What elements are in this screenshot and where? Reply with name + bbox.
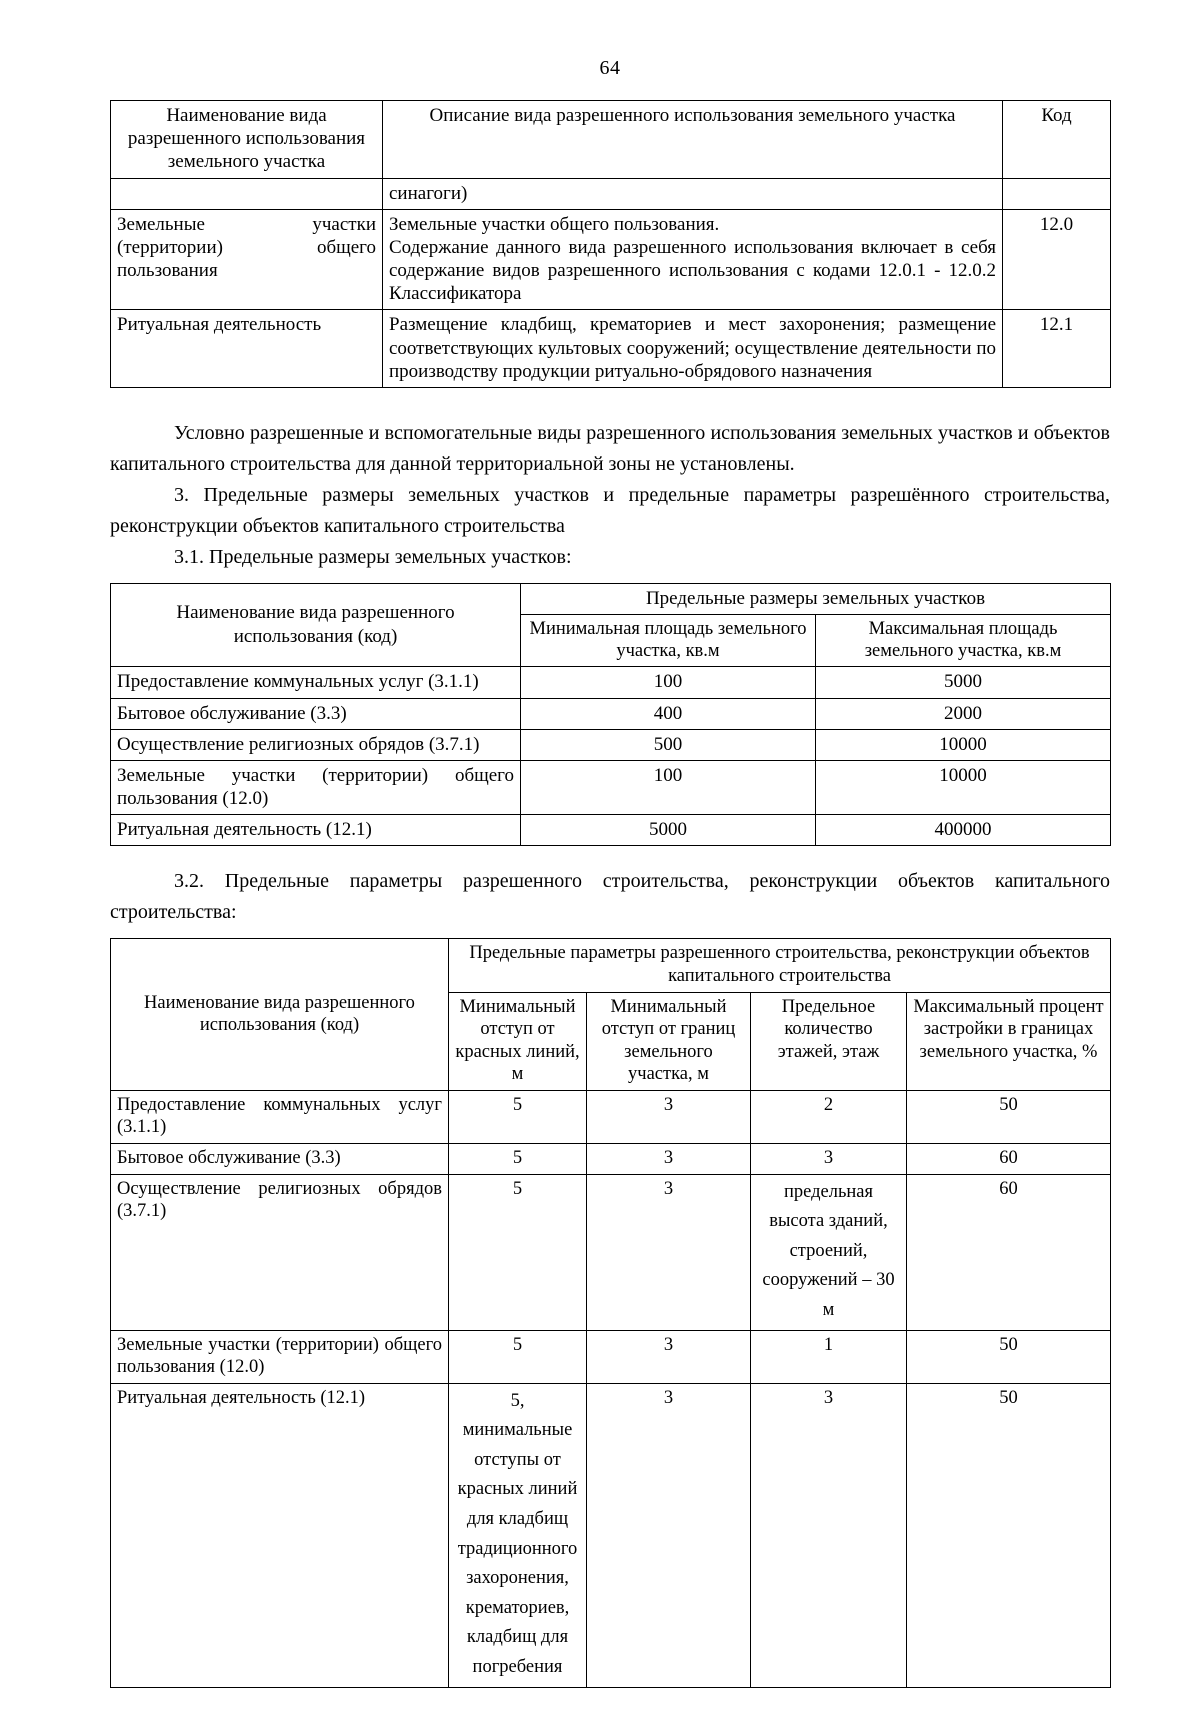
cell-use-name: Земельные участки (территории) общего пользования xyxy=(111,209,383,310)
cell-use-name: Осуществление религиозных обрядов (3.7.1) xyxy=(111,1174,449,1330)
cell-use-description xyxy=(383,209,1003,310)
cell-min-area: 5000 xyxy=(521,815,816,846)
cell-min-area: 100 xyxy=(521,667,816,698)
table-row xyxy=(111,1143,1111,1174)
table-row xyxy=(111,729,1111,760)
construction-parameters-table xyxy=(110,938,1111,1687)
column-header-min-setback-boundaries: Минимальный отступ от границ земельного участка, м xyxy=(587,992,751,1090)
cell-floors: 2 xyxy=(751,1090,907,1143)
table-header-row-group xyxy=(111,939,1111,992)
cell-use-name: Ритуальная деятельность xyxy=(111,310,383,388)
table-row xyxy=(111,1090,1111,1143)
cell-coverage: 50 xyxy=(907,1090,1111,1143)
permitted-use-description-table xyxy=(110,100,1111,388)
description-line-2: Содержание данного вида разрешенного использования включает в себя содержание видов разрешенного использования с кодами 12.0.1 - 12.0.2 Классификатора xyxy=(389,236,996,305)
cell-use-name: Бытовое обслуживание (3.3) xyxy=(111,1143,449,1174)
table-header-row-group xyxy=(111,583,1111,614)
cell-max-area: 10000 xyxy=(816,760,1111,814)
paragraph-section-3-1: 3.1. Предельные размеры земельных участков: xyxy=(174,545,572,568)
cell-use-name: Ритуальная деятельность (12.1) xyxy=(111,1383,449,1687)
column-header-max-coverage-percent: Максимальный процент застройки в границах земельного участка, % xyxy=(907,992,1111,1090)
cell-setback-red-lines: 5 xyxy=(449,1330,587,1383)
paragraph-section-3: 3. Предельные размеры земельных участков и предельные параметры разрешённого строительства, реконструкции объектов капитального строительства xyxy=(110,483,1110,537)
table-row xyxy=(111,667,1111,698)
table-row xyxy=(111,209,1111,310)
cell-use-description: Размещение кладбищ, крематориев и мест захоронения; размещение соответствующих культовых сооружений; осуществление деятельности по производству продукции ритуально-обрядового назначения xyxy=(383,310,1003,388)
cell-coverage: 60 xyxy=(907,1143,1111,1174)
cell-coverage: 60 xyxy=(907,1174,1111,1330)
cell-max-area: 400000 xyxy=(816,815,1111,846)
column-header-min-setback-red-lines: Минимальный отступ от красных линий, м xyxy=(449,992,587,1090)
table-row xyxy=(111,1383,1111,1687)
cell-use-name: Земельные участки (территории) общего пользования (12.0) xyxy=(111,1330,449,1383)
cell-coverage: 50 xyxy=(907,1330,1111,1383)
table-row xyxy=(111,815,1111,846)
cell-use-name: Предоставление коммунальных услуг (3.1.1) xyxy=(111,1090,449,1143)
cell-use-name xyxy=(111,178,383,209)
cell-setback-boundaries: 3 xyxy=(587,1383,751,1687)
land-plot-size-limits-table xyxy=(110,583,1111,847)
cell-setback-boundaries: 3 xyxy=(587,1143,751,1174)
cell-setback-boundaries: 3 xyxy=(587,1330,751,1383)
cell-setback-red-lines: 5, минимальные отступы от красных линий для кладбищ традиционного захоронения, крематориев, кладбищ для погребения xyxy=(449,1383,587,1687)
cell-coverage: 50 xyxy=(907,1383,1111,1687)
cell-setback-red-lines: 5 xyxy=(449,1143,587,1174)
cell-use-name: Осуществление религиозных обрядов (3.7.1) xyxy=(111,729,521,760)
cell-max-area: 2000 xyxy=(816,698,1111,729)
cell-setback-boundaries: 3 xyxy=(587,1090,751,1143)
cell-code: 12.0 xyxy=(1003,209,1111,310)
cell-min-area: 500 xyxy=(521,729,816,760)
cell-setback-red-lines: 5 xyxy=(449,1174,587,1330)
paragraph-conditional-uses: Условно разрешенные и вспомогательные виды разрешенного использования земельных участков и объектов капитального строительства для данной территориальной зоны не установлены. xyxy=(110,421,1110,475)
cell-floors: предельная высота зданий, строений, сооружений – 30 м xyxy=(751,1174,907,1330)
column-header-use-name: Наименование вида разрешенного использования земельного участка xyxy=(111,101,383,179)
cell-use-name: Бытовое обслуживание (3.3) xyxy=(111,698,521,729)
cell-use-name: Земельные участки (территории) общего пользования (12.0) xyxy=(111,760,521,814)
cell-use-description: синагоги) xyxy=(383,178,1003,209)
cell-min-area: 100 xyxy=(521,760,816,814)
column-header-max-floors: Предельное количество этажей, этаж xyxy=(751,992,907,1090)
cell-code xyxy=(1003,178,1111,209)
cell-floors: 3 xyxy=(751,1383,907,1687)
table-row xyxy=(111,310,1111,388)
column-header-max-area: Максимальная площадь земельного участка, кв.м xyxy=(816,615,1111,667)
column-header-group-construction-params: Предельные параметры разрешенного строительства, реконструкции объектов капитального строительства xyxy=(449,939,1111,992)
table-row xyxy=(111,1330,1111,1383)
table-header-row xyxy=(111,101,1111,179)
cell-setback-red-lines: 5 xyxy=(449,1090,587,1143)
cell-use-name: Предоставление коммунальных услуг (3.1.1) xyxy=(111,667,521,698)
cell-use-name: Ритуальная деятельность (12.1) xyxy=(111,815,521,846)
column-header-min-area: Минимальная площадь земельного участка, кв.м xyxy=(521,615,816,667)
cell-max-area: 10000 xyxy=(816,729,1111,760)
column-header-use-name: Наименование вида разрешенного использования (код) xyxy=(111,939,449,1090)
column-header-group-size-limits: Предельные размеры земельных участков xyxy=(521,583,1111,614)
cell-floors: 3 xyxy=(751,1143,907,1174)
table-row xyxy=(111,1174,1111,1330)
cell-max-area: 5000 xyxy=(816,667,1111,698)
column-header-use-description: Описание вида разрешенного использования земельного участка xyxy=(383,101,1003,179)
cell-floors: 1 xyxy=(751,1330,907,1383)
cell-setback-boundaries: 3 xyxy=(587,1174,751,1330)
column-header-use-name: Наименование вида разрешенного использования (код) xyxy=(111,583,521,667)
table-row xyxy=(111,760,1111,814)
table-row xyxy=(111,698,1111,729)
column-header-code: Код xyxy=(1003,101,1111,179)
cell-code: 12.1 xyxy=(1003,310,1111,388)
table-row xyxy=(111,178,1111,209)
description-line-1: Земельные участки общего пользования. xyxy=(389,213,720,235)
cell-min-area: 400 xyxy=(521,698,816,729)
paragraph-section-3-2: 3.2. Предельные параметры разрешенного строительства, реконструкции объектов капитального строительства: xyxy=(110,870,1110,924)
page-number: 64 xyxy=(599,57,621,79)
